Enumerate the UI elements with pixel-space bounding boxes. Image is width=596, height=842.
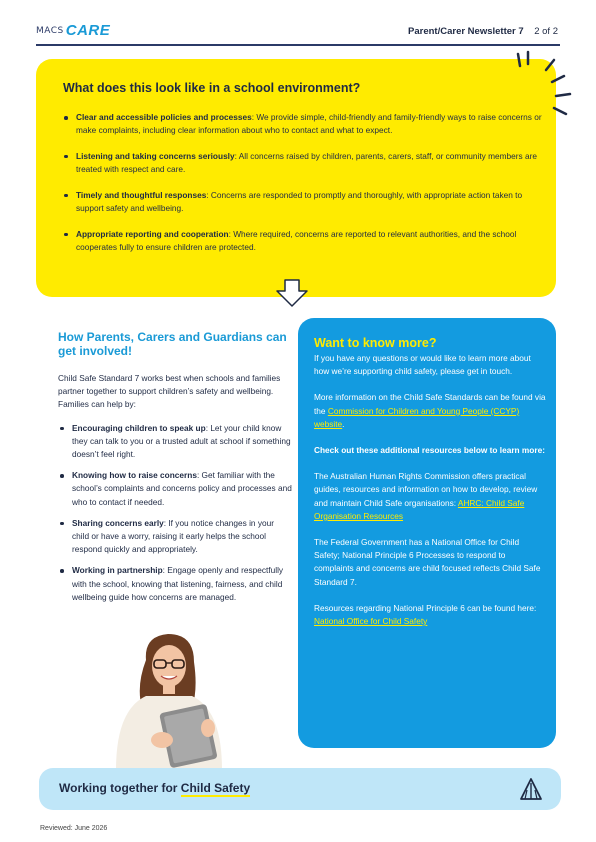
footer-tagline bbox=[59, 781, 250, 795]
item-bold: Listening and taking concerns seriously bbox=[76, 150, 235, 161]
paragraph-text: . bbox=[342, 418, 345, 429]
list-item bbox=[76, 228, 542, 254]
paragraph bbox=[314, 602, 546, 628]
list-item bbox=[72, 422, 292, 462]
item-text: : If you notice changes in your child or have a worry, raising it early helps the school respond quickly and appropriately. bbox=[72, 517, 274, 555]
panel-heading: Want to know more? bbox=[314, 336, 437, 350]
item-bold: Appropriate reporting and cooperation bbox=[76, 228, 229, 239]
item-bold: Working in partnership bbox=[72, 565, 163, 576]
involvement-list bbox=[58, 422, 292, 604]
panel-heading: What does this look like in a school environment? bbox=[63, 81, 361, 95]
list-item bbox=[72, 517, 292, 557]
list-item bbox=[76, 150, 542, 176]
learn-more-panel bbox=[298, 318, 556, 748]
item-text: : All concerns raised by children, parents, carers, staff, or community members are treated with respect and care. bbox=[76, 150, 537, 175]
footer-tagline-band bbox=[39, 768, 561, 810]
item-text: : We provide simple, child-friendly and family-friendly ways to raise concerns or make complaints, including clear information about who to contact and what to expect. bbox=[76, 112, 542, 136]
paragraph-text: The Australian Human Rights Commission offers practical guides, resources and information on how to develop, review and maintain Child Safe organisations: bbox=[314, 471, 538, 508]
header-divider bbox=[36, 44, 560, 46]
macs-mark-icon bbox=[519, 777, 543, 801]
item-text: : Let your child know they can talk to you or a trusted adult at school if something doesn’t feel right. bbox=[72, 422, 291, 460]
list-item bbox=[76, 189, 542, 215]
paragraph bbox=[314, 391, 546, 431]
item-bold: Knowing how to raise concerns bbox=[72, 470, 197, 481]
page-number: 2 of 2 bbox=[534, 26, 558, 37]
paragraph bbox=[314, 444, 546, 457]
list-item bbox=[72, 469, 292, 509]
item-bold: Clear and accessible policies and processes bbox=[76, 112, 252, 122]
newsletter-label bbox=[408, 26, 558, 37]
family-involvement-section bbox=[58, 330, 292, 612]
item-bold: Sharing concerns early bbox=[72, 517, 164, 528]
ahrc-link[interactable]: AHRC: Child Safe Organisation Resources bbox=[314, 497, 525, 521]
logo-care-text: CARE bbox=[65, 22, 111, 39]
section-heading: How Parents, Carers and Guardians can get involved! bbox=[58, 330, 287, 358]
paragraph: The Federal Government has a National Office for Child Safety; National Principle 6 Processes to respond to complaints and concerns are child focused reflects Child Safe Standard 7. bbox=[314, 537, 541, 587]
ccyp-link[interactable]: Commission for Children and Young People (CCYP) website bbox=[314, 405, 520, 429]
paragraph bbox=[314, 470, 546, 523]
list-item bbox=[72, 564, 292, 604]
item-bold: Encouraging children to speak up bbox=[72, 422, 206, 433]
paragraph: If you have any questions or would like to learn more about how we’re supporting child safety, please get in touch. bbox=[314, 353, 531, 377]
item-text: : Engage openly and respectfully with the school, knowing that listening, fairness, and child wellbeing guide how concerns are managed. bbox=[72, 565, 284, 602]
down-arrow-icon bbox=[275, 279, 309, 307]
macs-care-logo bbox=[36, 22, 110, 39]
item-text: : Get familiar with the school’s complaints and concerns policy and processes and who to contact if needed. bbox=[72, 470, 292, 507]
resources-heading: Check out these additional resources below to learn more: bbox=[314, 445, 545, 456]
list-item bbox=[76, 111, 542, 137]
parent-photo bbox=[96, 630, 238, 770]
item-bold: Timely and thoughtful responses bbox=[76, 189, 207, 200]
item-text: : Concerns are responded to promptly and thoroughly, with appropriate action taken to support safety and wellbeing. bbox=[76, 189, 523, 214]
tagline-emphasis: Child Safety bbox=[180, 781, 251, 795]
section-intro: Child Safe Standard 7 works best when schools and families partner together to support children’s safety and wellbeing. Families can help by: bbox=[58, 373, 281, 410]
page-header bbox=[0, 0, 596, 46]
burst-lines-icon bbox=[510, 50, 580, 130]
paragraph-text: Resources regarding National Principle 6 can be found here: bbox=[314, 602, 537, 613]
tagline-prefix: Working together for bbox=[59, 781, 181, 795]
paragraph-text: More information on the Child Safe Standards can be found via the bbox=[314, 392, 546, 416]
logo-macs-text: MACS bbox=[36, 25, 64, 36]
item-text: : Where required, concerns are reported to relevant authorities, and the school cooperates fully to ensure children are protected. bbox=[76, 228, 517, 252]
panel-content bbox=[314, 352, 546, 641]
school-environment-panel bbox=[36, 59, 556, 297]
reviewed-date: Reviewed: June 2026 bbox=[40, 825, 108, 832]
newsletter-title: Parent/Carer Newsletter 7 bbox=[408, 26, 524, 37]
environment-list bbox=[76, 111, 542, 267]
national-office-link[interactable]: National Office for Child Safety bbox=[314, 616, 428, 627]
